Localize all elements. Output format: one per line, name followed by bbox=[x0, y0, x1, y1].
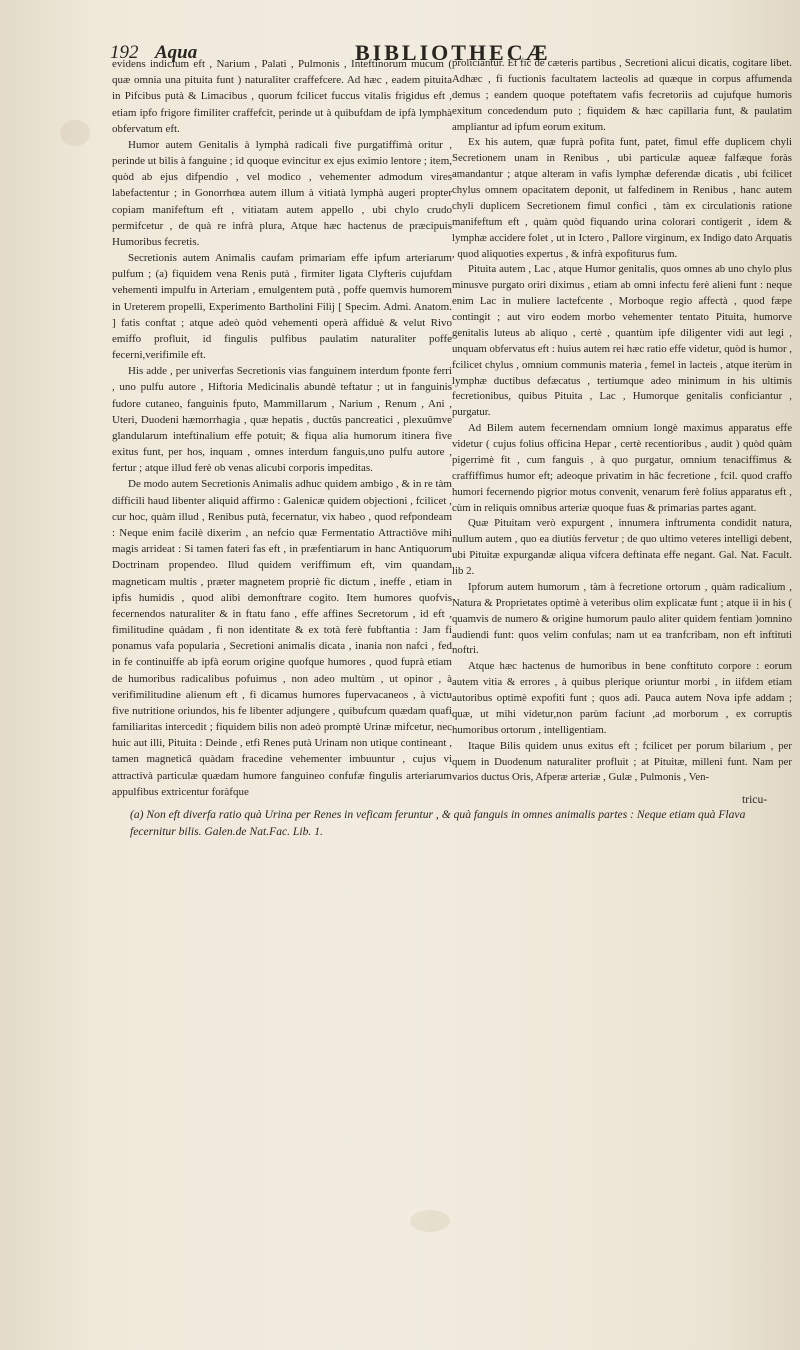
paragraph: His adde , per univerfas Secretionis vias fanguinem interdum fponte ferri , uno pulfu autore , Hiftoria Medicinalis abundè teftatur ; ut in fanguinis fudore cutaneo, fanguinis fputo, Mammillarum , Narium , Renum , Ani , Uteri, Duodeni hæmorrhagia , quæ hepatis , ductûs pancreatici , plexuûmve glandularum inteftinalium effe potuit; & fiqua alia humorum itinera five exitus funt, per hos, inquam , omnes interdum fanguis,uno pulfu autore , fertur ; atque illud ferè ob venas alicubi corporis impeditas. bbox=[112, 365, 452, 475]
page-number: 192 bbox=[110, 42, 139, 63]
left-column bbox=[112, 56, 452, 800]
footnote: (a) Non eft diverfa ratio quà Urina per Renes in veficam feruntur , & quà fanguis in omnes animalis partes : Neque etiam quà Flava fecernitur bilis. Galen.de Nat.Fac. Lib. 1. bbox=[130, 808, 746, 838]
paragraph: proliciantur. Et fic de cæteris partibus , Secretioni alicui dicatis, cogitare libet. Adhæc , fi fuctionis facultatem lacteolis ad quæque in corpus affumenda demus ; eandem quoque poteftatem vafis fecretoriis ad cujufque humoris exitum concedendum puto ; fiquidem & hæc capillaria funt, & paulatim ampliantur ad ipfum eorum exitum. bbox=[452, 57, 792, 133]
running-head-title: BIBLIOTHECÆ bbox=[355, 40, 551, 65]
paragraph: Ad Bilem autem fecernendam omnium longè maximus apparatus effe videtur ( cujus folius officina Hepar , certè recentioribus , audit ) quòd quàm pigerrimè fit , cum fanguis , à quo purgatur, omnium tenaciffimus & craffiffimus humor eft; adeoque privatim in hâc fecretione , fcil. quod craffo humori fecernendo pigrior motus convenit, venarum ferè folius apparatus eft , cùm in reliquis omnibus arteriæ quoque fuas & primarias partes agant. bbox=[452, 422, 792, 514]
paragraph: Quæ Pituitam verò expurgent , innumera inftrumenta condidit natura, nullum autem , quo ea diutiùs fervetur ; de quo ultimo veteres intelligi debent, ubi Pituitæ expurgandæ aliqua vifcera deftinata effe negant. Gal. Nat. Facult. lib 2. bbox=[452, 517, 792, 577]
catchword: tricu- bbox=[742, 793, 768, 806]
right-column bbox=[452, 56, 792, 786]
paragraph: Secretionis autem Animalis caufam primariam effe ipfum arteriarum pulfum ; (a) fiquidem vena Renis putà , firmiter ligata Clyfteris cujufdam vehementi impulfu in Arteriam , emulgentem putà , poffe quemvis humorem in Ureterem propelli, Experimento Bartholini Filij [ Specim. Admi. Anatom. ] fatis conftat ; atque adeò quòd vehementi operà affiduè & velut Rivo emiffo profluit, id fingulis pulfibus paulatim naturaliter poffe fecerni,verifimile eft. bbox=[112, 252, 452, 362]
paragraph: Ipforum autem humorum , tàm à fecretione ortorum , quàm radicalium , Natura & Proprietates optimè à veteribus olim explicatæ funt ; atque ii in his ( quamvis de numero & origine humorum paulo aliter quidem fentiam )omnino audiendi funt: quos velim confulas; nam ut ea tranfcribam, non eft inftituti noftri. bbox=[452, 580, 792, 657]
paragraph: evidens indicium eft , Narium , Palati , Pulmonis , Inteftinorum mucum ( quæ omnia una pituita funt ) naturaliter craffefcere. Ad hæc , eadem pituita in Pifcibus putà & Limacibus , quorum fcilicet fuccus vitalis frigidus eft , etiam ipfo frigore fimiliter craffefcit, perinde ut à quibufdam de ipfà lymphà obfervatum eft. bbox=[112, 58, 452, 135]
paragraph: Atque hæc hactenus de humoribus in bene conftituto corpore : eorum autem vitia & errores , à quibus plerique oriuntur morbi , in iifdem etiam autoribus optimè expofiti funt ; quos adi. Pauca autem Nova ipfe addam ; quæ, ut mihi videtur,non parùm faciunt ,ad morborum , ex corruptis humoribus ortorum , intelligentiam. bbox=[452, 660, 792, 736]
paragraph: De modo autem Secretionis Animalis adhuc quidem ambigo , & in re tàm difficili haud libenter aliquid affirmo : Galenicæ quidem objectioni , fcilicet , cur hoc, quàm illud , Renibus putà, fecernatur, vix habeo , quod refpondeam : Neque enim facilè dixerim , an nefcio quæ Fermentatio Attractiôve mihi magis arrideat : Si tamen fateri fas eft , in præfentiarum in hanc Antiquorum Doctrinam propendeo. Illud quidem veriffimum eft, vim quandam magneticam multis , præter magnetem propriè fic dictum , ineffe , etiam in ipfis humidis , quod alibi demonftrare cogito. Item humores quofvis fecernendos naturaliter & in ftatu fano , effe affines Secretorum , id eft , fimilitudine quàdam , fi non identitate & ex totà ferè fubftantia : Jam fi ponamus vafa popularia , Secretioni animalis dicata , inania non nafci , fed in fe continuiffe ab ipfà eorum origine quofque humores , quod fuprà etiam de humoribus radicalibus pofuimus , non adeo multùm , ut opinor , à verifimilitudine alienum eft , fi dicamus humores fupervacaneos , à victu five nutritione oriundos, his fe libenter adjungere , quibufcum quædam quafi familiaritas intercedit ; fiquidem bilis non adeò promptè Urinæ mifcetur, nec huic aut illi, Pituita : Deinde , etfi Renes putà Urinam non utique contineant , tamen magneticâ quàdam fracedine vehementer imbuuntur , cujus vi attractivà particulæ quædam humore fanguineo confufæ fingulis arteriarum appulfibus extricentur foràfque bbox=[112, 478, 452, 798]
paragraph: Ex his autem, quæ fuprà pofita funt, patet, fimul effe duplicem chyli Secretionem unam in Renibus , ubi particulæ aqueæ falfæque foràs amandantur ; atque alteram in vafis lymphæ deferendæ dicatis , ubi fcilicet chylus omnem opacitatem deponit, ut falfedinem in Renibus , hanc autem chyli duplicem Secretionem fimul confici , tàm ex circulationis ratione manifeftum eft , quàm quòd fiquando urina colorari contigerit , idem & lymphæ accidere folet , ut in Ictero , Pallore virginum, ex Indigo dato Arquatis , quod aliquoties expertus , & infrà expofiturus fum. bbox=[452, 136, 792, 260]
paper-stain bbox=[60, 120, 90, 146]
paragraph: Itaque Bilis quidem unus exitus eft ; fcilicet per porum bilarium , per quem in Duodenum naturaliter profluit ; at Pituitæ, milleni funt. Nam per varios ductus Oris, Afperæ arteriæ , Gulæ , Pulmonis , Ven- bbox=[452, 739, 792, 784]
paragraph: Pituita autem , Lac , atque Humor genitalis, quos omnes ab uno chylo plus minusve purgato oriri diximus , etiam ab omni infectu ferè alieni funt : neque enim Lac in muliere lactefcente , Morboque regio affectà , quod fæpe contingit ; aut viro eodem morbo vehementer tentato Pituita, humorve genitalis luteus ab aliquo , certè , quantùm ipfe diligenter vidi aut legi , unquam obfervatus eft : huius autem rei hæc ratio effe videtur, quòd is humor , fcilicet chylus , omnium communis materia , femel in lacteis , atque iterùm in lymphæ ductibus defæcatus , tertiumque adeo minimum in his ultimis fecretionibus, quibus Pituita , Lac , Humorque genitalis conficiantur , purgatur. bbox=[452, 263, 792, 419]
paragraph: Humor autem Genitalis à lymphà radicali five purgatiffimà oritur , perinde ut bilis à fanguine ; id quoque evincitur ex ejus eximio lentore ; item, quòd ab ejus difpendio , vel modico , vehementer admodum vires labefactentur ; in Gonorrhœa autem illum à vitiatà lymphà augeri propter copiam manifeftum eft , vitiatam autem appello , ubi chylo crudo permifcetur , de quà re infrà plura, Atque hæc hactenus de præcipuis Humoribus fecretis. bbox=[112, 138, 452, 248]
running-head-catchword: Aqua bbox=[155, 42, 198, 63]
paper-stain bbox=[410, 1210, 450, 1232]
